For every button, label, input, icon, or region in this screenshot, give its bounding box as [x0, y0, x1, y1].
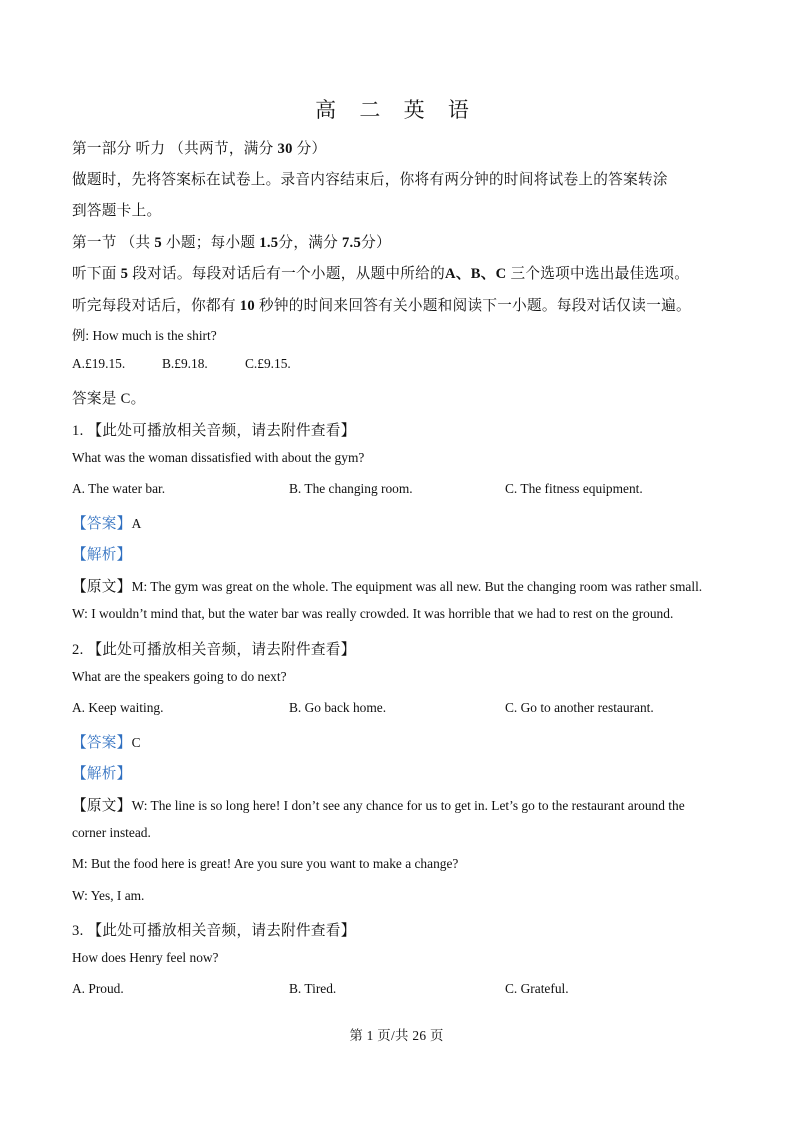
q1-option-c: C. The fitness equipment. — [505, 481, 643, 496]
example-answer: 答案是 C。 — [72, 391, 146, 407]
q2-transcript-line3: M: But the food here is great! Are you sure you want to make a change? — [72, 856, 459, 871]
q2-option-a: A. Keep waiting. — [72, 700, 164, 715]
q2-question: What are the speakers going to do next? — [72, 669, 287, 684]
q2-transcript-line2: corner instead. — [72, 825, 151, 840]
section1-instruction-line1: 听下面 5 段对话。每段对话后有一个小题，从题中所给的A、B、C 三个选项中选出最佳选项。 — [72, 266, 690, 282]
part1-instruction-line1: 做题时，先将答案标在试卷上。录音内容结束后，你将有两分钟的时间将试卷上的答案转涂 — [72, 172, 668, 188]
section1-instruction-line2: 听完每段对话后，你都有 10 秒钟的时间来回答有关小题和阅读下一小题。每段对话仅读一遍。 — [72, 298, 691, 314]
section1-heading: 第一节 （共 5 小题；每小题 1.5分，满分 7.5分） — [72, 235, 391, 251]
example-option-c: C.£9.15. — [245, 356, 291, 371]
q1-answer: 【答案】A — [72, 516, 142, 532]
q1-transcript-line1: 【原文】M: The gym was great on the whole. The equipment was all new. But the changing room was rather small. — [72, 579, 703, 595]
q3-option-a: A. Proud. — [72, 981, 124, 996]
q1-option-a: A. The water bar. — [72, 481, 166, 496]
q3-option-c: C. Grateful. — [505, 981, 569, 996]
example-option-b: B.£9.18. — [162, 356, 208, 371]
q1-option-b: B. The changing room. — [289, 481, 413, 496]
q3-option-b: B. Tired. — [289, 981, 337, 996]
q2-analysis-label: 【解析】 — [72, 766, 132, 782]
page-title: 高 二 英 语 — [315, 98, 478, 122]
q1-audio-note: 1. 【此处可播放相关音频，请去附件查看】 — [72, 423, 356, 439]
q3-audio-note: 3. 【此处可播放相关音频，请去附件查看】 — [72, 923, 356, 939]
q2-option-c: C. Go to another restaurant. — [505, 700, 654, 715]
q2-option-b: B. Go back home. — [289, 700, 387, 715]
q2-answer: 【答案】C — [72, 735, 141, 751]
q3-question: How does Henry feel now? — [72, 950, 219, 965]
q1-transcript-line2: W: I wouldn’t mind that, but the water bar was really crowded. It was horrible that we had to rest on the ground. — [72, 606, 674, 621]
q1-question: What was the woman dissatisfied with about the gym? — [72, 450, 365, 465]
q1-analysis-label: 【解析】 — [72, 547, 132, 563]
example-option-a: A.£19.15. — [72, 356, 126, 371]
part1-instruction-line2: 到答题卡上。 — [72, 203, 162, 219]
q2-transcript-line1: 【原文】W: The line is so long here! I don’t see any chance for us to get in. Let’s go to the restaurant around the — [72, 798, 685, 814]
q2-audio-note: 2. 【此处可播放相关音频，请去附件查看】 — [72, 642, 356, 658]
example-question: 例: How much is the shirt? — [72, 328, 217, 343]
page-footer: 第 1 页/共 26 页 — [349, 1028, 444, 1043]
q2-transcript-line4: W: Yes, I am. — [72, 888, 145, 903]
part1-heading: 第一部分 听力 （共两节，满分 30 分） — [72, 141, 327, 157]
